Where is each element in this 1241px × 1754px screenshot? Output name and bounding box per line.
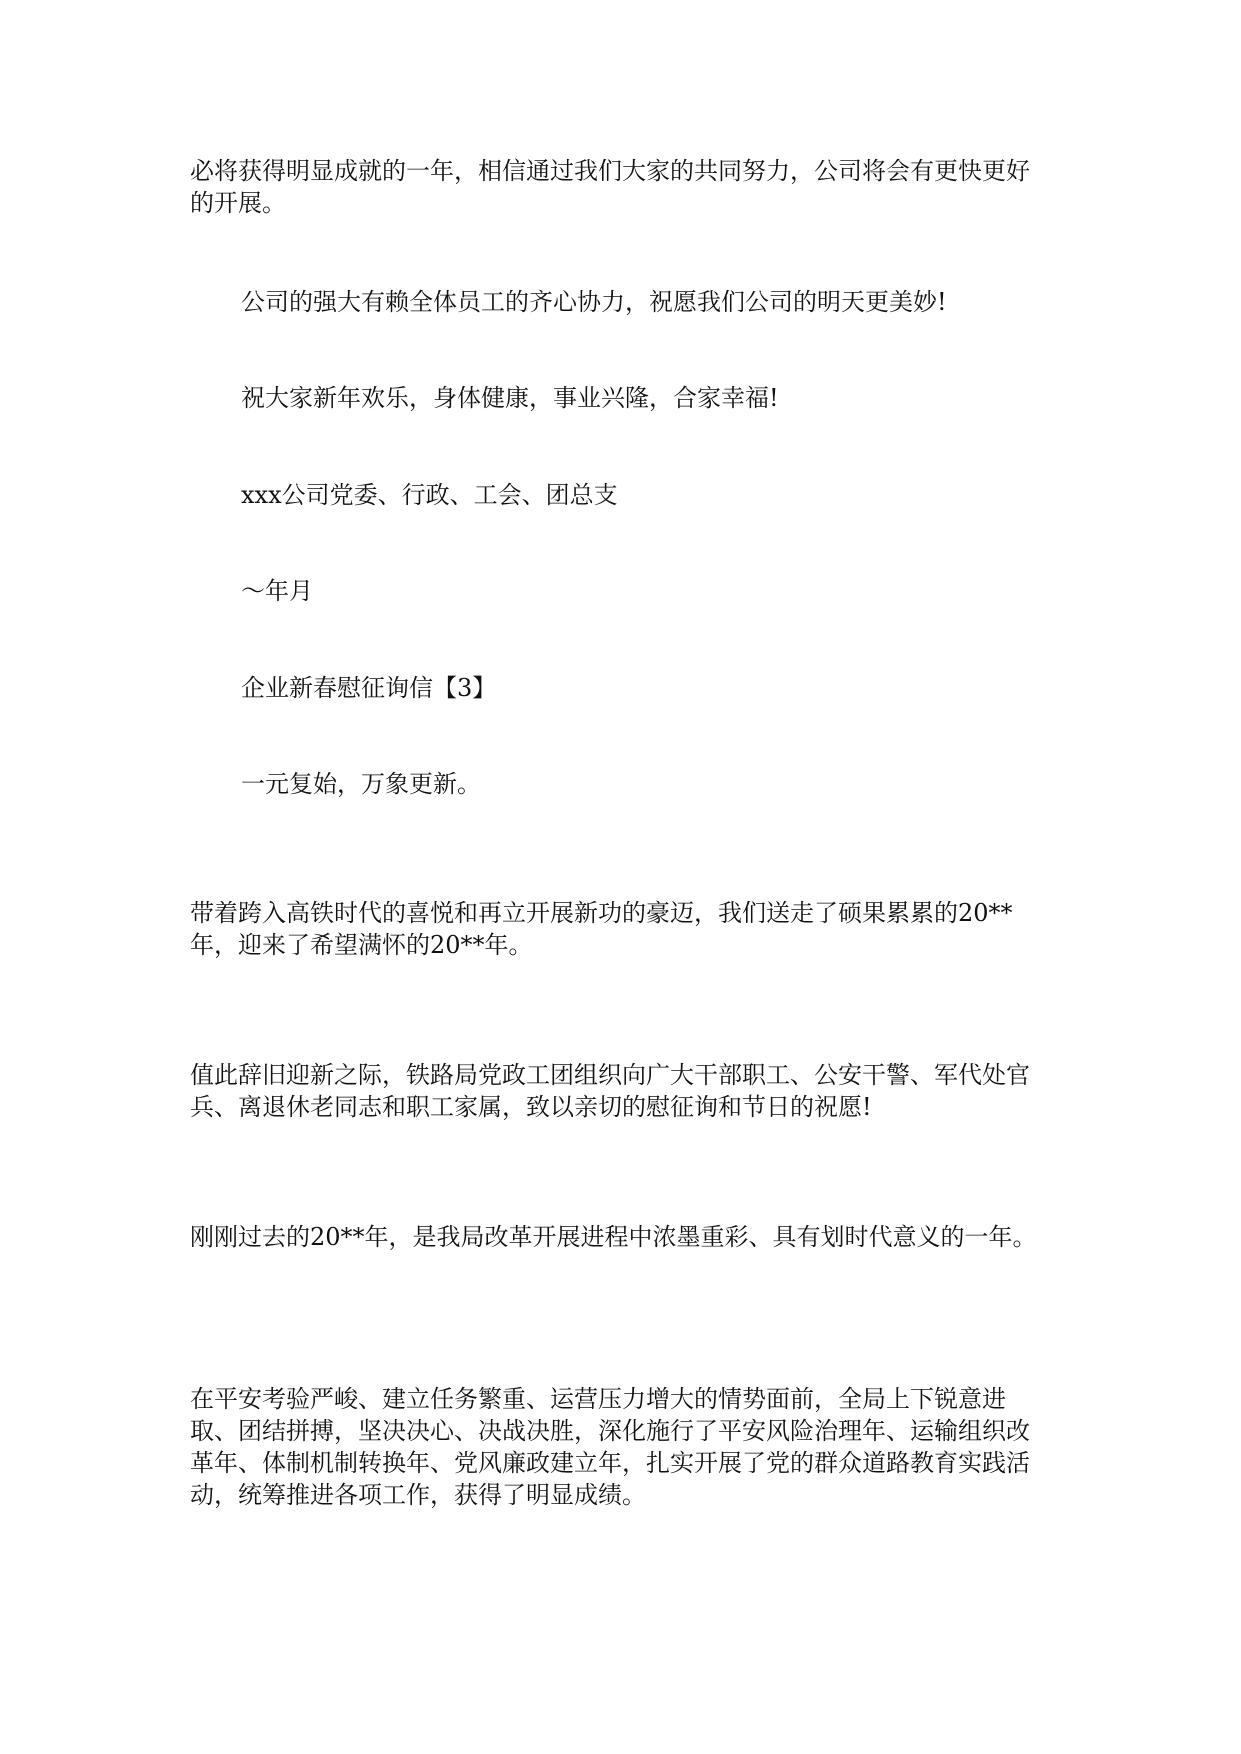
paragraph-opening: 一元复始，万象更新。: [241, 770, 481, 798]
paragraph-4: 带着跨入高铁时代的喜悦和再立开展新功的豪迈，我们送走了硕果累累的20**年，迎来了希望满怀的20**年。: [190, 899, 1013, 959]
paragraph-date: ～年月: [241, 577, 313, 605]
paragraph-2: 公司的强大有赖全体员工的齐心协力，祝愿我们公司的明天更美妙!: [241, 288, 947, 316]
paragraph-7: 在平安考验严峻、建立任务繁重、运营压力增大的情势面前，全局上下锐意进取、团结拼搏，坚决决心、决战决胜，深化施行了平安风险治理年、运输组织改革年、体制机制转换年、党风廉政建立年，扎实开展了党的群众道路教育实践活动，统筹推进各项工作，获得了明显成绩。: [190, 1385, 1030, 1509]
paragraph-signature-org: xxx公司党委、行政、工会、团总支: [241, 481, 618, 509]
paragraph-5: 值此辞旧迎新之际，铁路局党政工团组织向广大干部职工、公安干警、军代处官兵、离退休老同志和职工家属，致以亲切的慰征询和节日的祝愿!: [190, 1061, 1030, 1121]
paragraph-1: 必将获得明显成就的一年，相信通过我们大家的共同努力，公司将会有更快更好的开展。: [190, 157, 1030, 217]
section-heading: 企业新春慰征询信【3】: [241, 674, 497, 702]
paragraph-3: 祝大家新年欢乐，身体健康，事业兴隆，合家幸福!: [241, 384, 779, 412]
paragraph-6: 刚刚过去的20**年，是我局改革开展进程中浓墨重彩、具有划时代意义的一年。: [190, 1223, 1037, 1251]
